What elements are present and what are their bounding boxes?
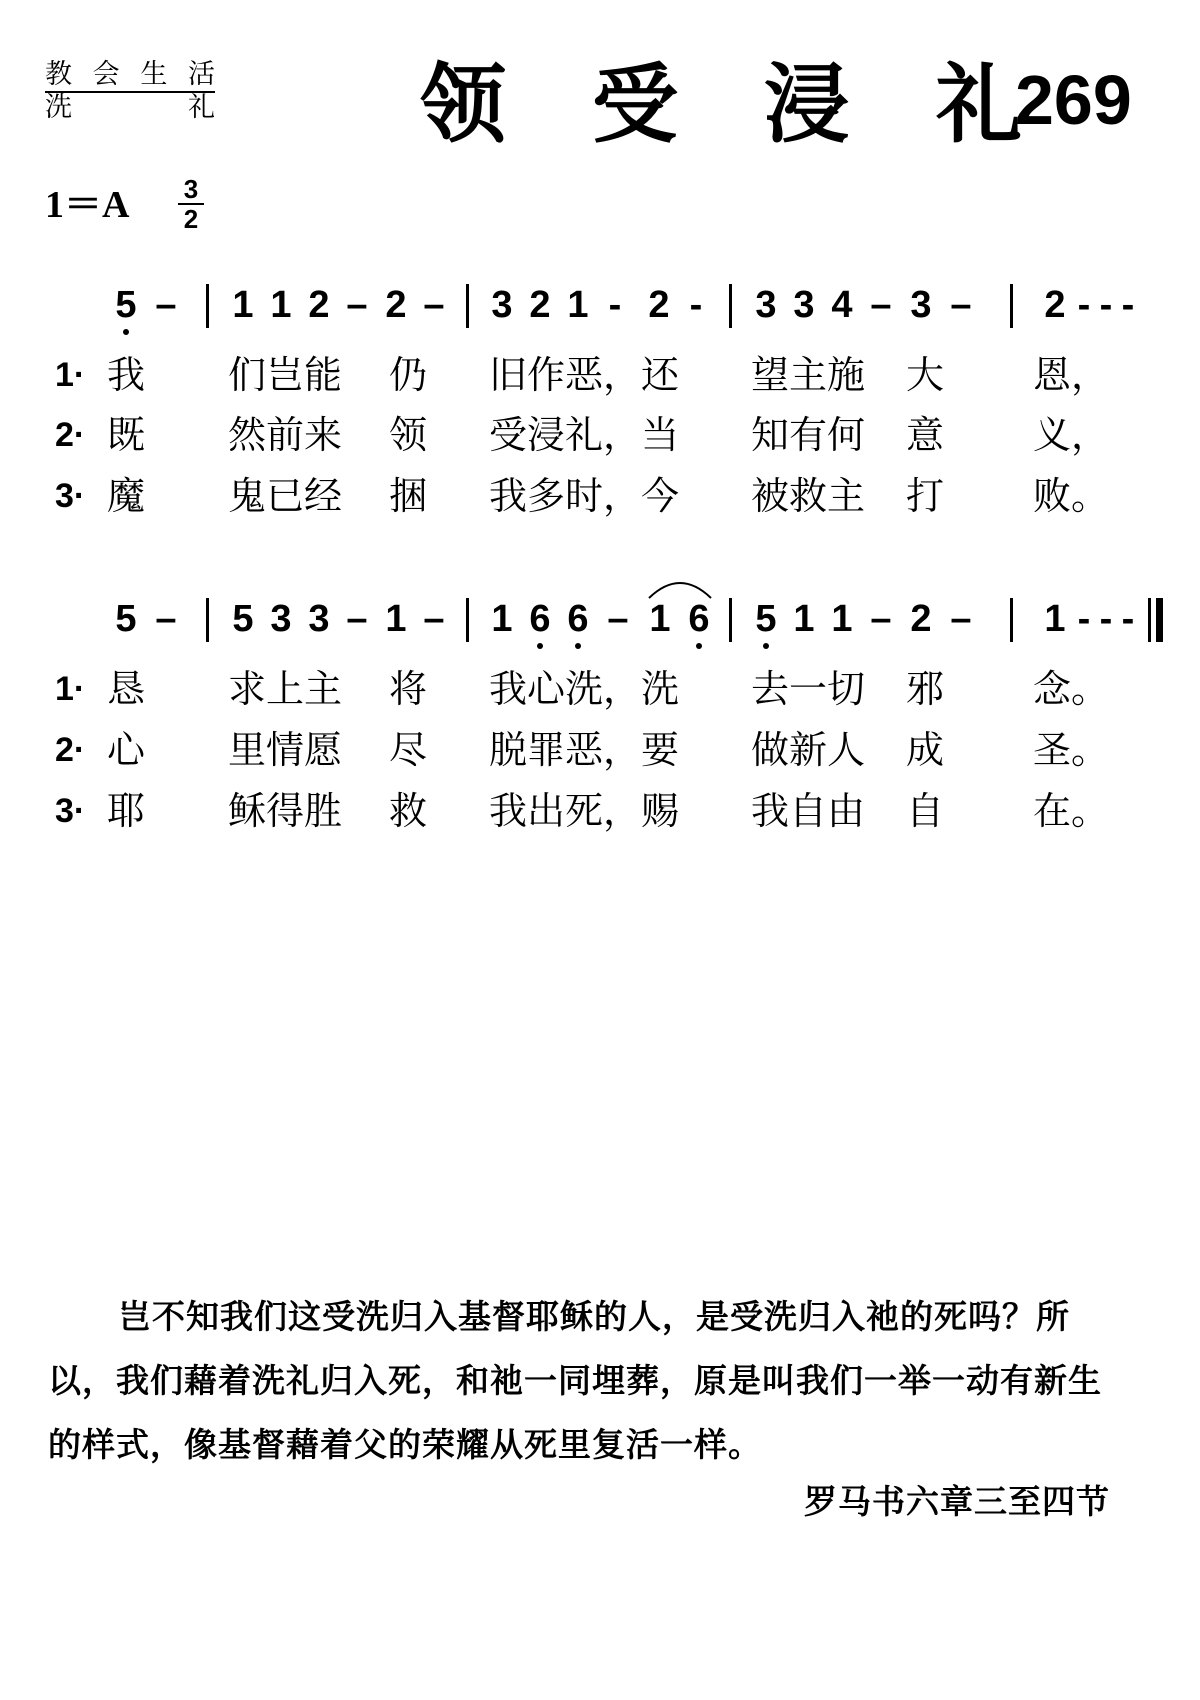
note: – xyxy=(423,284,445,326)
lyric-syllable: 打 xyxy=(906,474,945,518)
lyric-syllable: 成 xyxy=(906,728,945,772)
note: 1 xyxy=(793,598,815,640)
note: 3 xyxy=(755,284,777,326)
lyric-syllable: 旧作恶，还 xyxy=(489,353,680,397)
scripture-reference: 罗马书六章三至四节 xyxy=(804,1482,1110,1521)
note: 2 xyxy=(648,284,670,326)
lyric-syllable: 心 xyxy=(107,728,146,772)
barline xyxy=(1010,598,1013,642)
note: 1 xyxy=(831,598,853,640)
lyric-syllable: 我出死，赐 xyxy=(489,789,680,833)
lyric-syllable: 受浸礼，当 xyxy=(489,413,680,457)
final-barline-thick xyxy=(1156,598,1163,642)
time-signature xyxy=(178,176,204,232)
barline xyxy=(729,284,732,328)
category-char: 活 xyxy=(187,59,215,90)
note: - xyxy=(1121,598,1135,640)
tie-arc xyxy=(645,574,715,600)
time-signature-bottom: 2 xyxy=(183,204,199,234)
note: 3 xyxy=(491,284,513,326)
lyric-syllable: 稣得胜 xyxy=(228,789,343,833)
lyric-syllable: 脱罪恶，要 xyxy=(489,728,680,772)
notation-line-1 xyxy=(0,282,1200,342)
note: - xyxy=(608,284,622,326)
note: – xyxy=(870,284,892,326)
lyric-syllable: 耶 xyxy=(107,789,146,833)
lyric-syllable: 救 xyxy=(389,789,428,833)
note: 5 xyxy=(755,598,777,640)
note: 2 xyxy=(529,284,551,326)
note: 2 xyxy=(385,284,407,326)
note: - xyxy=(1099,284,1113,326)
note: 2 xyxy=(910,598,932,640)
note: – xyxy=(607,598,629,640)
note: 6 xyxy=(688,598,710,640)
key-signature: 1＝A xyxy=(45,184,130,226)
lyric-syllable: 去一切 xyxy=(751,667,866,711)
verse-number: 1· xyxy=(55,670,86,708)
note: 5 xyxy=(115,284,137,326)
barline xyxy=(466,284,469,328)
lyric-syllable: 大 xyxy=(906,353,945,397)
verse-number: 2· xyxy=(55,416,86,454)
note: 6 xyxy=(567,598,589,640)
lyric-syllable: 既 xyxy=(107,413,146,457)
verse-number: 3· xyxy=(55,477,86,515)
note: 5 xyxy=(232,598,254,640)
lyric-syllable: 败。 xyxy=(1033,474,1110,518)
lyric-syllable: 将 xyxy=(389,667,428,711)
lyric-syllable: 意 xyxy=(906,413,945,457)
note: 1 xyxy=(1044,598,1066,640)
subcategory-char: 礼 xyxy=(188,92,215,123)
lyric-syllable: 恩， xyxy=(1033,353,1110,397)
note: 1 xyxy=(491,598,513,640)
barline xyxy=(1010,284,1013,328)
lyric-syllable: 圣。 xyxy=(1033,728,1110,772)
lyric-syllable: 我心洗，洗 xyxy=(489,667,680,711)
category-char: 生 xyxy=(140,59,168,90)
low-octave-dot xyxy=(763,643,769,649)
lyric-syllable: 尽 xyxy=(389,728,428,772)
lyric-syllable: 在。 xyxy=(1033,789,1110,833)
note: – xyxy=(346,598,368,640)
notation-line-2 xyxy=(0,596,1200,656)
low-octave-dot xyxy=(575,643,581,649)
barline xyxy=(729,598,732,642)
note: 5 xyxy=(115,598,137,640)
note: 1 xyxy=(649,598,671,640)
final-barline-thin xyxy=(1148,598,1151,642)
low-octave-dot xyxy=(696,643,702,649)
verse-number: 2· xyxy=(55,731,86,769)
note: – xyxy=(423,598,445,640)
note: 1 xyxy=(270,284,292,326)
note: 3 xyxy=(270,598,292,640)
note: 2 xyxy=(1044,284,1066,326)
lyric-syllable: 义， xyxy=(1033,413,1110,457)
lyric-syllable: 邪 xyxy=(906,667,945,711)
note: 3 xyxy=(793,284,815,326)
note: 2 xyxy=(308,284,330,326)
subcategory-char: 洗 xyxy=(45,92,72,123)
time-signature-top: 3 xyxy=(183,174,199,204)
note: - xyxy=(1077,598,1091,640)
hymn-number: 269 xyxy=(1015,61,1132,139)
lyric-syllable: 望主施 xyxy=(751,353,866,397)
category-char: 会 xyxy=(92,59,120,90)
note: 1 xyxy=(385,598,407,640)
hymn-title: 领 受 浸 礼 xyxy=(420,54,1050,155)
note: 3 xyxy=(308,598,330,640)
lyric-syllable: 们岂能 xyxy=(228,353,343,397)
note: – xyxy=(155,284,177,326)
note: 4 xyxy=(831,284,853,326)
lyric-syllable: 我自由 xyxy=(751,789,866,833)
category-label xyxy=(45,60,215,123)
note: – xyxy=(870,598,892,640)
note: 6 xyxy=(529,598,551,640)
lyric-syllable: 知有何 xyxy=(751,413,866,457)
note: 3 xyxy=(910,284,932,326)
lyric-syllable: 求上主 xyxy=(228,667,343,711)
lyric-syllable: 领 xyxy=(389,413,428,457)
scripture-quote: 岂不知我们这受洗归入基督耶稣的人，是受洗归入祂的死吗？所以，我们藉着洗礼归入死，和祂一同埋葬，原是叫我们一举一动有新生的样式，像基督藉着父的荣耀从死里复活一样。 xyxy=(48,1297,1102,1464)
barline xyxy=(466,598,469,642)
note: – xyxy=(950,284,972,326)
lyric-syllable: 我多时，今 xyxy=(489,474,680,518)
note: - xyxy=(1077,284,1091,326)
category-char: 教 xyxy=(45,59,72,90)
note: - xyxy=(1121,284,1135,326)
note: – xyxy=(155,598,177,640)
lyric-syllable: 里情愿 xyxy=(228,728,343,772)
low-octave-dot xyxy=(123,329,129,335)
verse-number: 3· xyxy=(55,792,86,830)
note: – xyxy=(346,284,368,326)
verse-number: 1· xyxy=(55,356,86,394)
lyric-syllable: 魔 xyxy=(107,474,146,518)
note: - xyxy=(1099,598,1113,640)
lyric-syllable: 然前来 xyxy=(228,413,343,457)
lyric-syllable: 我 xyxy=(107,353,146,397)
note: 1 xyxy=(232,284,254,326)
barline xyxy=(206,598,209,642)
lyric-syllable: 恳 xyxy=(107,667,146,711)
note: 1 xyxy=(567,284,589,326)
lyric-syllable: 被救主 xyxy=(751,474,866,518)
lyric-syllable: 念。 xyxy=(1033,667,1110,711)
lyric-syllable: 捆 xyxy=(389,474,428,518)
lyric-syllable: 自 xyxy=(906,789,945,833)
note: - xyxy=(689,284,703,326)
lyric-syllable: 鬼已经 xyxy=(228,474,343,518)
lyric-syllable: 仍 xyxy=(389,353,428,397)
note: – xyxy=(950,598,972,640)
low-octave-dot xyxy=(537,643,543,649)
barline xyxy=(206,284,209,328)
lyric-syllable: 做新人 xyxy=(751,728,866,772)
